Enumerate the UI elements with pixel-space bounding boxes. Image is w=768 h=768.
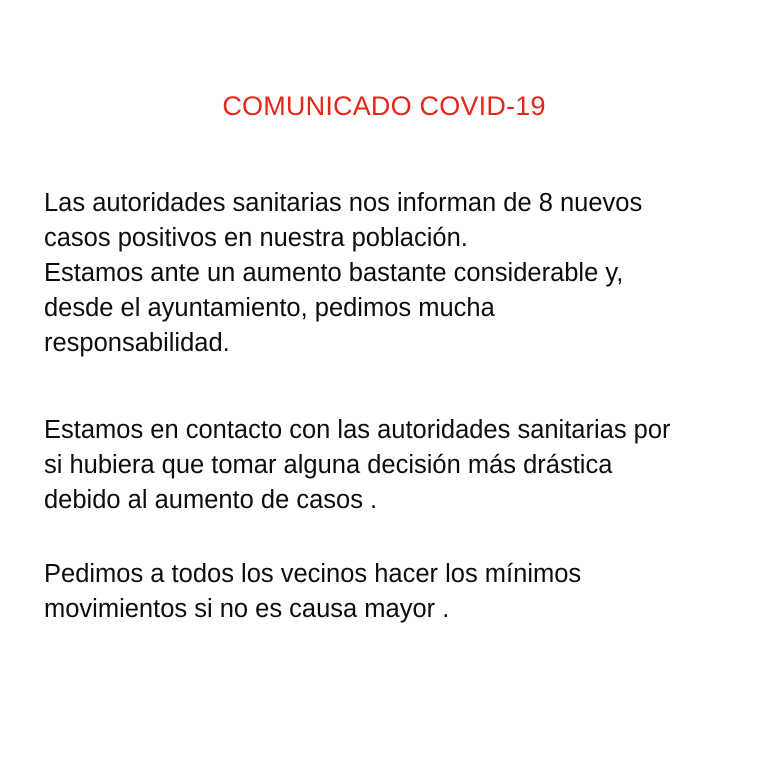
page-title: COMUNICADO COVID-19: [222, 91, 546, 122]
paragraph-1-line-1: Las autoridades sanitarias nos informan de 8 nuevos: [44, 189, 643, 217]
paragraph-1-line-3: Estamos ante un aumento bastante considerable y,: [44, 258, 624, 287]
paragraph-3: [44, 557, 750, 627]
paragraph-1-line-5: responsabilidad.: [44, 328, 230, 357]
paragraph-2-line-1: Estamos en contacto con las autoridades sanitarias por: [44, 416, 671, 444]
paragraph-3-line-2: movimientos si no es causa mayor .: [44, 594, 450, 623]
paragraph-2: [44, 413, 750, 518]
paragraph-1-line-2: casos positivos en nuestra población.: [44, 223, 468, 252]
paragraph-3-line-1: Pedimos a todos los vecinos hacer los mínimos: [44, 560, 582, 588]
paragraph-2-line-2: si hubiera que tomar alguna decisión más drástica: [44, 450, 613, 479]
paragraph-1: [44, 186, 750, 361]
paragraph-2-line-3: debido al aumento de casos .: [44, 485, 378, 514]
paragraph-1-line-4: desde el ayuntamiento, pedimos mucha: [44, 293, 495, 322]
